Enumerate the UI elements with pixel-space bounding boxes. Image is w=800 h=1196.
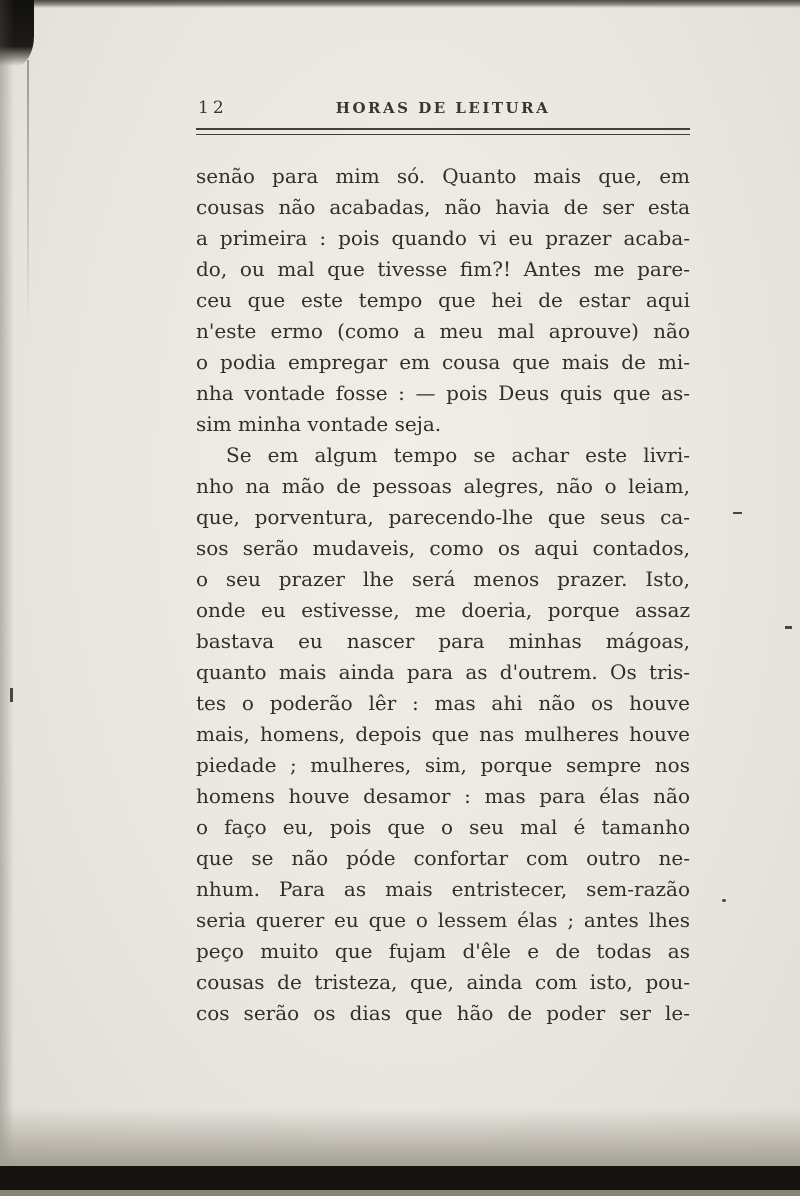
text-line: seria querer eu que o lessem élas ; antes lhes [196, 908, 690, 932]
scan-speck [722, 899, 726, 902]
page-number: 12 [198, 98, 228, 118]
scan-bottom-fade [0, 1108, 800, 1168]
text-line: quanto mais ainda para as d'outrem. Os tris- [196, 660, 690, 684]
text-line: cos serão os dias que hão de poder ser le- [196, 1001, 690, 1025]
running-title: HORAS DE LEITURA [335, 99, 551, 117]
text-line: cousas não acabadas, não havia de ser esta [196, 195, 690, 219]
text-line: tes o poderão lêr : mas ahi não os houve [196, 691, 690, 715]
text-line: bastava eu nascer para minhas mágoas, [196, 629, 690, 653]
scan-left-crease [27, 60, 29, 330]
text-line: piedade ; mulheres, sim, porque sempre nos [196, 753, 690, 777]
scan-left-edge-shadow [0, 0, 14, 1196]
text-line: mais, homens, depois que nas mulheres houve [196, 722, 690, 746]
text-line: a primeira : pois quando vi eu prazer acaba- [196, 226, 690, 250]
text-line: n'este ermo (como a meu mal aprouve) não [196, 319, 690, 343]
text-line: peço muito que fujam d'êle e de todas as [196, 939, 690, 963]
text-line: o podia empregar em cousa que mais de mi- [196, 350, 690, 374]
scan-bottom-strip [0, 1190, 800, 1196]
paragraph [196, 161, 690, 440]
text-line: sim minha vontade seja. [196, 412, 442, 436]
text-line: homens houve desamor : mas para élas não [196, 784, 690, 808]
scan-speck [785, 626, 792, 629]
text-line: Se em algum tempo se achar este livri- [226, 443, 690, 467]
scan-speck [10, 688, 13, 702]
text-block [196, 161, 690, 1029]
text-line: que se não póde confortar com outro ne- [196, 846, 690, 870]
scan-top-edge-shadow [0, 0, 800, 8]
text-line: o seu prazer lhe será menos prazer. Isto, [196, 567, 690, 591]
text-line: senão para mim só. Quanto mais que, em [196, 164, 690, 188]
text-line: nho na mão de pessoas alegres, não o leiam, [196, 474, 690, 498]
running-head [196, 98, 690, 120]
header-double-rule [196, 128, 690, 135]
text-line: o faço eu, pois que o seu mal é tamanho [196, 815, 690, 839]
text-line: ceu que este tempo que hei de estar aqui [196, 288, 690, 312]
text-line: do, ou mal que tivesse fim?! Antes me pare- [196, 257, 690, 281]
text-line: nhum. Para as mais entristecer, sem-razão [196, 877, 690, 901]
text-line: nha vontade fosse : — pois Deus quis que as- [196, 381, 690, 405]
text-line: onde eu estivesse, me doeria, porque assaz [196, 598, 690, 622]
scan-bottom-black-band [0, 1166, 800, 1190]
text-line: que, porventura, parecendo-lhe que seus ca- [196, 505, 690, 529]
text-line: cousas de tristeza, que, ainda com isto, pou- [196, 970, 690, 994]
paragraph [196, 440, 690, 1029]
text-line: sos serão mudaveis, como os aqui contados, [196, 536, 690, 560]
scan-speck [733, 512, 742, 514]
page-content [196, 98, 690, 1029]
